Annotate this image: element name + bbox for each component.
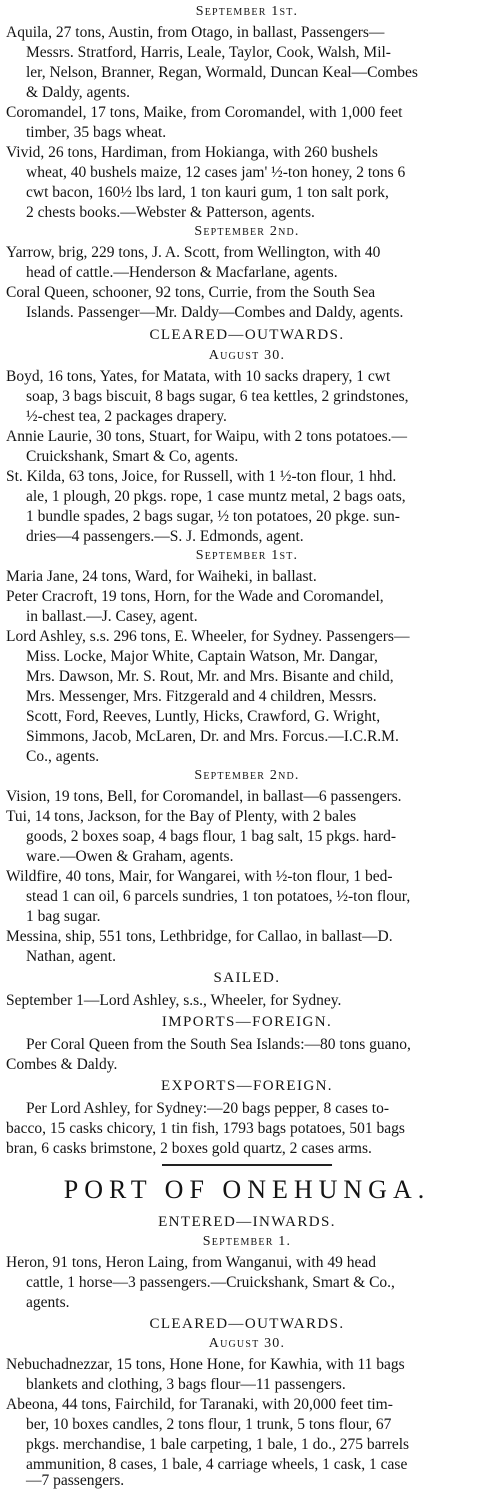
entry-line: Vision, 19 tons, Bell, for Coromandel, in ballast—6 passengers. (6, 788, 402, 805)
entry-line: Nathan, agent. (26, 948, 116, 965)
entry-line: Messrs. Stratford, Harris, Leale, Taylor, Cook, Walsh, Mil- (26, 44, 391, 61)
entry-line: 1 bundle spades, 2 bags sugar, ½ ton potatoes, 20 pkge. sun- (26, 508, 400, 525)
section-date: September 2nd. (194, 768, 300, 783)
entry-line: head of cattle.—Henderson & Macfarlane, agents. (26, 264, 338, 281)
entry-line: Peter Cracroft, 19 tons, Horn, for the Wade and Coromandel, (6, 588, 384, 605)
entry-line: cattle, 1 horse—3 passengers.—Cruickshank, Smart & Co., (26, 1274, 395, 1291)
entry-line: Abeona, 44 tons, Fairchild, for Taranaki, with 20,000 feet tim- (6, 1396, 393, 1413)
section-date: September 1st. (195, 4, 299, 19)
divider-rule (162, 1164, 332, 1166)
entry-line: Coromandel, 17 tons, Maike, from Coromandel, with 1,000 feet (6, 104, 403, 121)
entry-line: bacco, 15 casks chicory, 1 tin fish, 1793 bags potatoes, 501 bags (6, 1120, 405, 1137)
entry-line: Mrs. Messenger, Mrs. Fitzgerald and 4 children, Messrs. (26, 688, 377, 705)
entry-line: bran, 6 casks brimstone, 2 boxes gold quartz, 2 cases arms. (6, 1140, 372, 1157)
entry-line: Yarrow, brig, 229 tons, J. A. Scott, from Wellington, with 40 (6, 244, 381, 261)
entry-line: Simmons, Jacob, McLaren, Dr. and Mrs. Forcus.—I.C.R.M. (26, 728, 399, 745)
entry-line: Nebuchadnezzar, 15 tons, Hone Hone, for Kawhia, with 11 bags (6, 1356, 405, 1373)
entry-line: Coral Queen, schooner, 92 tons, Currie, from the South Sea (6, 284, 376, 301)
entry-line: Messina, ship, 551 tons, Lethbridge, for Callao, in ballast—D. (6, 928, 393, 945)
entry-line: ale, 1 plough, 20 pkgs. rope, 1 case muntz metal, 2 bags oats, (26, 488, 406, 505)
entry-line: Co., agents. (26, 748, 100, 765)
entry-line: Combes & Daldy. (6, 1056, 118, 1073)
entry-line: St. Kilda, 63 tons, Joice, for Russell, with 1 ½-ton flour, 1 hhd. (6, 468, 397, 485)
port-title: PORT OF ONEHUNGA. (63, 1175, 431, 1204)
entry-line: Tui, 14 tons, Jackson, for the Bay of Plenty, with 2 bales (6, 808, 357, 825)
section-date: August 30. (208, 348, 286, 363)
entry-line: 1 bag sugar. (26, 908, 101, 925)
entry-line: Islands. Passenger—Mr. Daldy—Combes and Daldy, agents. (26, 304, 404, 321)
entry-line: dries—4 passengers.—S. J. Edmonds, agent. (26, 528, 304, 545)
entry-line: September 1—Lord Ashley, s.s., Wheeler, for Sydney. (6, 992, 342, 1009)
entry-line: ware.—Owen & Graham, agents. (26, 848, 234, 865)
entry-line: Annie Laurie, 30 tons, Stuart, for Waipu, with 2 tons potatoes.— (6, 428, 407, 445)
entry-line: soap, 3 bags biscuit, 8 bags sugar, 6 tea kettles, 2 grindstones, (26, 388, 409, 405)
entry-line: Cruickshank, Smart & Co, agents. (26, 448, 239, 465)
entry-line: goods, 2 boxes soap, 4 bags flour, 1 bag salt, 15 pkgs. hard- (26, 828, 397, 845)
section-date: August 30. (208, 1336, 286, 1351)
entry-line: ber, 10 boxes candles, 2 tons flour, 1 trunk, 5 tons flour, 67 (26, 1416, 392, 1433)
entry-line: Aquila, 27 tons, Austin, from Otago, in ballast, Passengers— (6, 24, 385, 41)
section-heading: EXPORTS—FOREIGN. (161, 1078, 333, 1094)
section-heading: ENTERED—INWARDS. (158, 1214, 336, 1230)
section-heading: CLEARED—OUTWARDS. (149, 327, 345, 343)
section-heading: CLEARED—OUTWARDS. (149, 1316, 345, 1332)
entry-line: Lord Ashley, s.s. 296 tons, E. Wheeler, for Sydney. Passengers— (6, 628, 410, 645)
entry-line: Boyd, 16 tons, Yates, for Matata, with 10 sacks drapery, 1 cwt (6, 368, 391, 385)
entry-line: ammunition, 8 cases, 1 bale, 4 carriage wheels, 1 cask, 1 case (26, 1456, 408, 1473)
entry-line: ler, Nelson, Branner, Regan, Wormald, Duncan Keal—Combes (26, 64, 418, 81)
section-date: September 1st. (195, 548, 299, 563)
entry-line: pkgs. merchandise, 1 bale carpeting, 1 bale, 1 do., 275 barrels (26, 1436, 410, 1453)
section-heading: IMPORTS—FOREIGN. (161, 1014, 333, 1030)
entry-line: ½-chest tea, 2 packages drapery. (26, 408, 227, 425)
entry-line: Wildfire, 40 tons, Mair, for Wangarei, with ½-ton flour, 1 bed- (6, 868, 393, 885)
entry-line: in ballast.—J. Casey, agent. (26, 608, 198, 625)
section-date: September 2nd. (194, 224, 300, 239)
entry-line: Mrs. Dawson, Mr. S. Rout, Mr. and Mrs. Bisante and child, (26, 668, 394, 685)
entry-line: stead 1 can oil, 6 parcels sundries, 1 ton potatoes, ½-ton flour, (26, 888, 411, 905)
entry-line: & Daldy, agents. (26, 84, 131, 101)
entry-line: cwt bacon, 160½ lbs lard, 1 ton kauri gum, 1 ton salt pork, (26, 184, 389, 201)
entry-line: Vivid, 26 tons, Hardiman, from Hokianga, with 260 bushels (6, 144, 378, 161)
entry-line: Per Lord Ashley, for Sydney:—20 bags pepper, 8 cases to- (26, 1100, 389, 1117)
entry-line: wheat, 40 bushels maize, 12 cases jam' ½-ton honey, 2 tons 6 (26, 164, 406, 181)
entry-line: Per Coral Queen from the South Sea Islands:—80 tons guano, (26, 1036, 411, 1053)
entry-line: timber, 35 bags wheat. (26, 124, 167, 141)
entry-line: 2 chests books.—Webster & Patterson, agents. (26, 204, 315, 221)
section-date: September 1. (202, 1234, 292, 1249)
entry-line: —7 passengers. (26, 1472, 125, 1489)
section-heading: SAILED. (213, 970, 281, 986)
entry-line: Scott, Ford, Reeves, Luntly, Hicks, Crawford, G. Wright, (26, 708, 381, 725)
entry-line: blankets and clothing, 3 bags flour—11 passengers. (26, 1376, 346, 1393)
entry-line: Miss. Locke, Major White, Captain Watson, Mr. Dangar, (26, 648, 378, 665)
entry-line: agents. (26, 1294, 70, 1311)
entry-line: Heron, 91 tons, Heron Laing, from Wanganui, with 49 head (6, 1254, 376, 1271)
entry-line: Maria Jane, 24 tons, Ward, for Waiheki, in ballast. (6, 568, 317, 585)
